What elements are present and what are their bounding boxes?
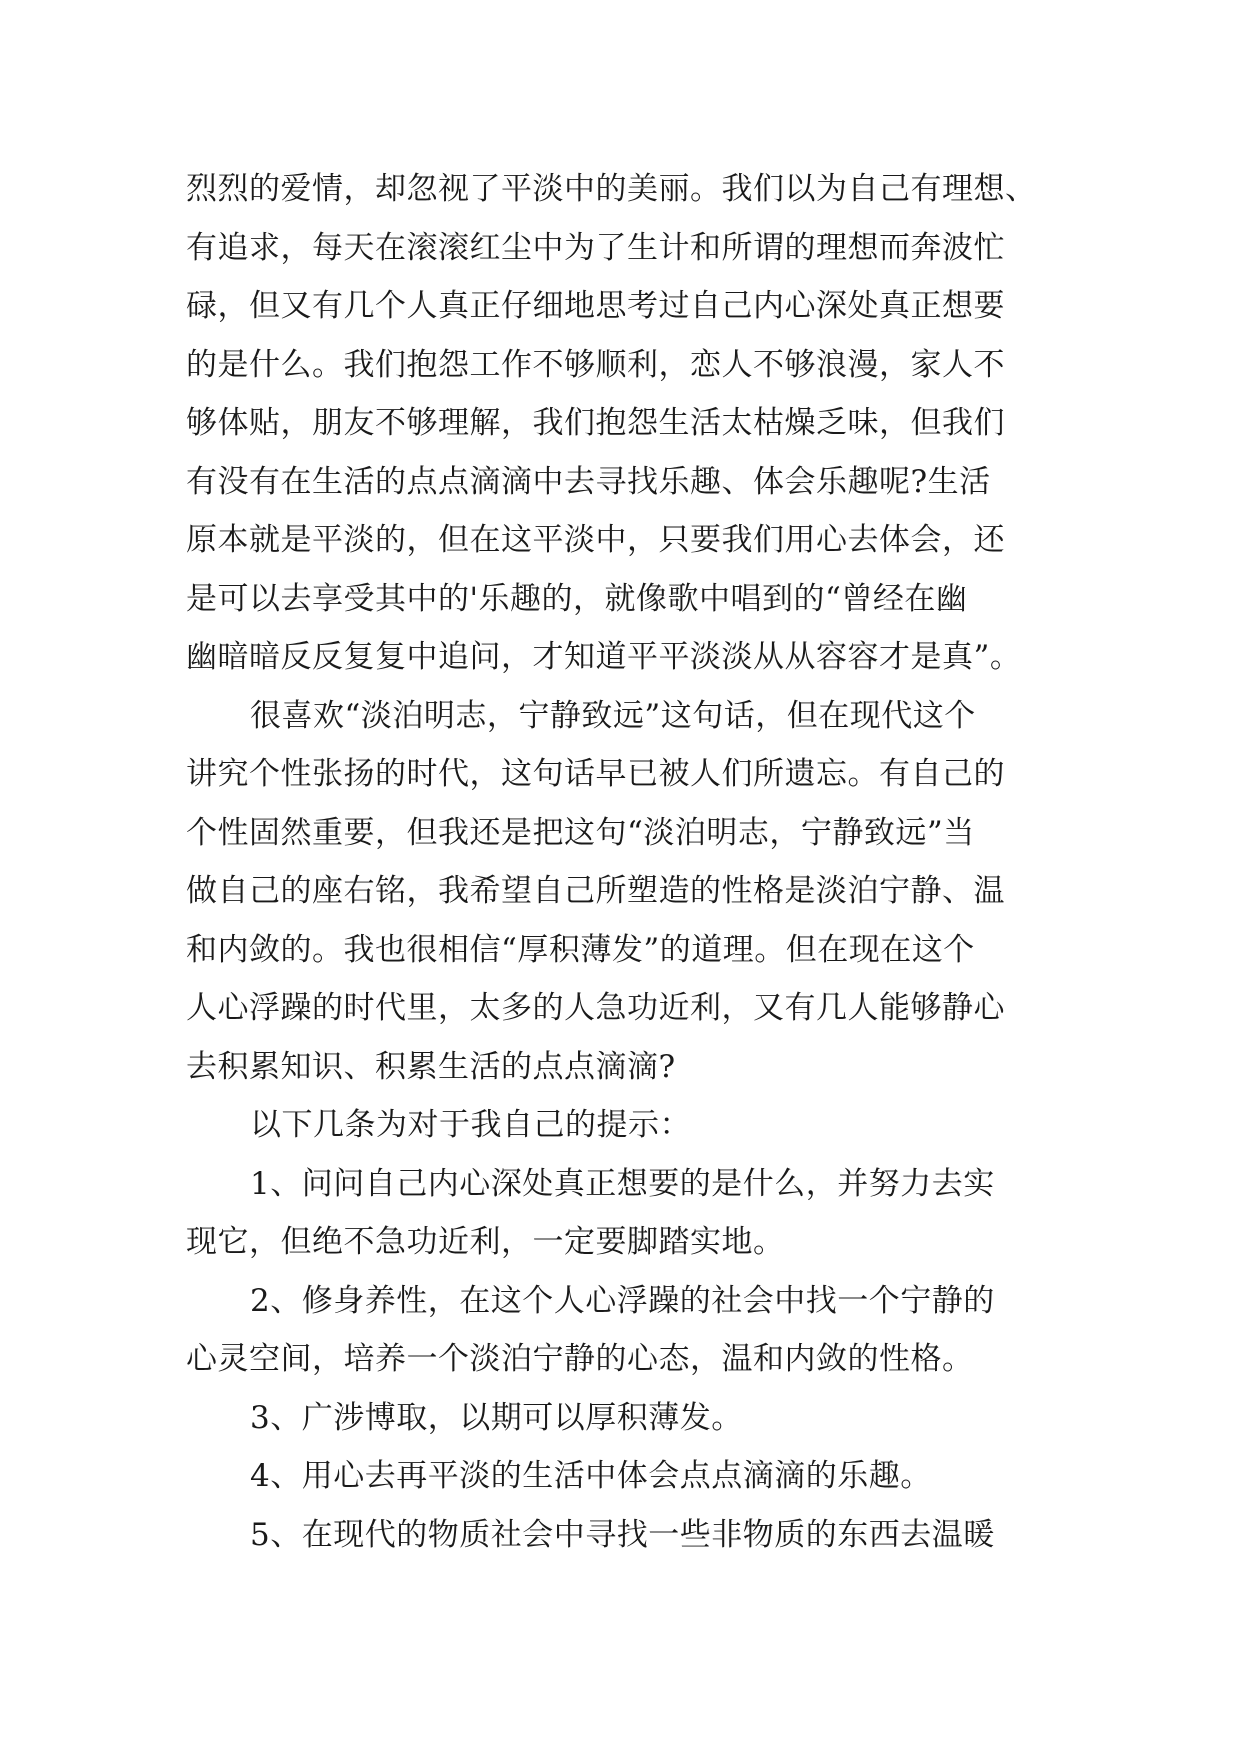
text-line: 去积累知识、积累生活的点点滴滴? <box>186 1048 676 1085</box>
text-line: 的是什么。我们抱怨工作不够顺利，恋人不够浪漫，家人不 <box>186 346 1005 383</box>
list-item-5: 5、在现代的物质社会中寻找一些非物质的东西去温暖 <box>250 1516 995 1553</box>
text-line: 和内敛的。我也很相信“厚积薄发”的道理。但在现在这个 <box>186 931 975 968</box>
text-line: 做自己的座右铭，我希望自己所塑造的性格是淡泊宁静、温 <box>186 873 1005 909</box>
list-item-2: 2、修身养性，在这个人心浮躁的社会中找一个宁静的 <box>250 1282 995 1319</box>
text-line: 原本就是平淡的，但在这平淡中，只要我们用心去体会，还 <box>186 522 1005 558</box>
text-line: 幽暗暗反反复复中追问，才知道平平淡淡从从容容才是真”。 <box>186 639 1022 675</box>
text-line: 人心浮躁的时代里，太多的人急功近利，又有几人能够静心 <box>186 990 1005 1026</box>
list-item-4: 4、用心去再平淡的生活中体会点点滴滴的乐趣。 <box>250 1458 932 1494</box>
paragraph-start-line: 以下几条为对于我自己的提示： <box>250 1107 691 1143</box>
text-line: 有没有在生活的点点滴滴中去寻找乐趣、体会乐趣呢?生活 <box>186 463 991 500</box>
text-line: 讲究个性张扬的时代，这句话早已被人们所遗忘。有自己的 <box>186 756 1005 792</box>
text-line: 有追求，每天在滚滚红尘中为了生计和所谓的理想而奔波忙 <box>186 229 1005 266</box>
text-line: 个性固然重要，但我还是把这句“淡泊明志，宁静致远”当 <box>186 814 975 851</box>
text-line: 是可以去享受其中的'乐趣的，就像歌中唱到的“曾经在幽 <box>186 580 968 617</box>
text-line: 现它，但绝不急功近利，一定要脚踏实地。 <box>186 1224 785 1260</box>
text-line: 够体贴，朋友不够理解，我们抱怨生活太枯燥乏味，但我们 <box>186 405 1005 441</box>
list-item-1: 1、问问自己内心深处真正想要的是什么，并努力去实 <box>250 1165 995 1202</box>
paragraph-start-line: 很喜欢“淡泊明志，宁静致远”这句话，但在现代这个 <box>250 697 976 734</box>
text-line: 碌，但又有几个人真正仔细地思考过自己内心深处真正想要 <box>186 288 1005 324</box>
list-item-3: 3、广涉博取，以期可以厚积薄发。 <box>250 1399 743 1436</box>
body-text <box>186 160 1066 1564</box>
text-line: 烈烈的爱情，却忽视了平淡中的美丽。我们以为自己有理想、 <box>186 171 1037 207</box>
text-line: 心灵空间，培养一个淡泊宁静的心态，温和内敛的性格。 <box>186 1341 974 1377</box>
